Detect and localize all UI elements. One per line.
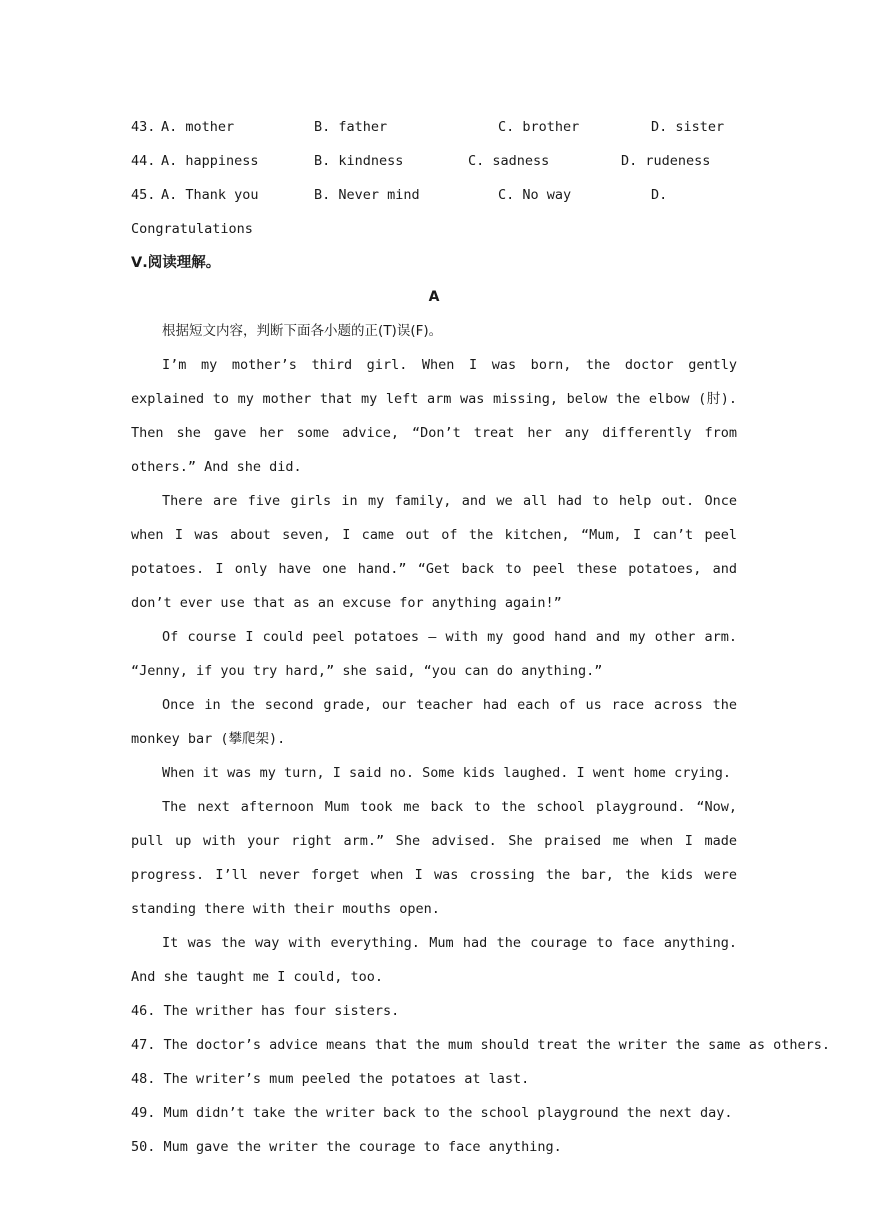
option-d: D. rudeness [621,153,711,169]
option-a: A. happiness [161,153,259,169]
option-c: C. sadness [468,153,550,169]
question-number: 44. [131,153,156,169]
paragraph-6: The next afternoon Mum took me back to the school playground. “Now, pull up with your right arm.” She advised. She praised me when I made progress. I’ll never forget when I was crossing the bar, the kids were standing there with their mouths open. [131,799,737,917]
question-47: 47. The doctor’s advice means that the mum should treat the writer the same as others. [131,1037,830,1053]
question-50: 50. Mum gave the writer the courage to face anything. [131,1139,562,1155]
option-a: A. mother [161,119,235,135]
paragraph-4: Once in the second grade, our teacher had each of us race across the monkey bar (攀爬架). [131,697,737,747]
instruction: 根据短文内容，判断下面各小题的正(T)误(F)。 [162,323,443,339]
question-46: 46. The writher has four sisters. [131,1003,400,1019]
document-page [131,110,830,1164]
option-d-wrap: Congratulations [131,221,253,237]
part-title: A [428,289,440,305]
option-d: D. [651,187,668,203]
section-title: Ⅴ.阅读理解。 [131,255,221,271]
paragraph-7: It was the way with everything. Mum had the courage to face anything. And she taught me I could, too. [131,935,737,985]
paragraph-5: When it was my turn, I said no. Some kids laughed. I went home crying. [162,765,731,781]
paragraph-1: I’m my mother’s third girl. When I was born, the doctor gently explained to my mother that my left arm was missing, below the elbow (肘). Then she gave her some advice, “Don’t treat her any differently from others.” And she did. [131,357,737,475]
question-number: 45. [131,187,156,203]
option-b: B. kindness [314,153,404,169]
question-45-choices [131,178,737,212]
option-a: A. Thank you [161,187,259,203]
question-43-choices [131,110,737,144]
option-d: D. sister [651,119,725,135]
paragraph-3: Of course I could peel potatoes — with my good hand and my other arm. “Jenny, if you try hard,” she said, “you can do anything.” [131,629,737,679]
option-c: C. brother [498,119,580,135]
option-c: C. No way [498,187,572,203]
option-b: B. Never mind [314,187,420,203]
paragraph-2: There are five girls in my family, and we all had to help out. Once when I was about seven, I came out of the kitchen, “Mum, I can’t peel potatoes. I only have one hand.” “Get back to peel these potatoes, and don’t ever use that as an excuse for anything again!” [131,493,737,611]
question-number: 43. [131,119,156,135]
question-44-choices [131,144,737,178]
question-49: 49. Mum didn’t take the writer back to the school playground the next day. [131,1105,733,1121]
option-b: B. father [314,119,388,135]
question-48: 48. The writer’s mum peeled the potatoes at last. [131,1071,530,1087]
